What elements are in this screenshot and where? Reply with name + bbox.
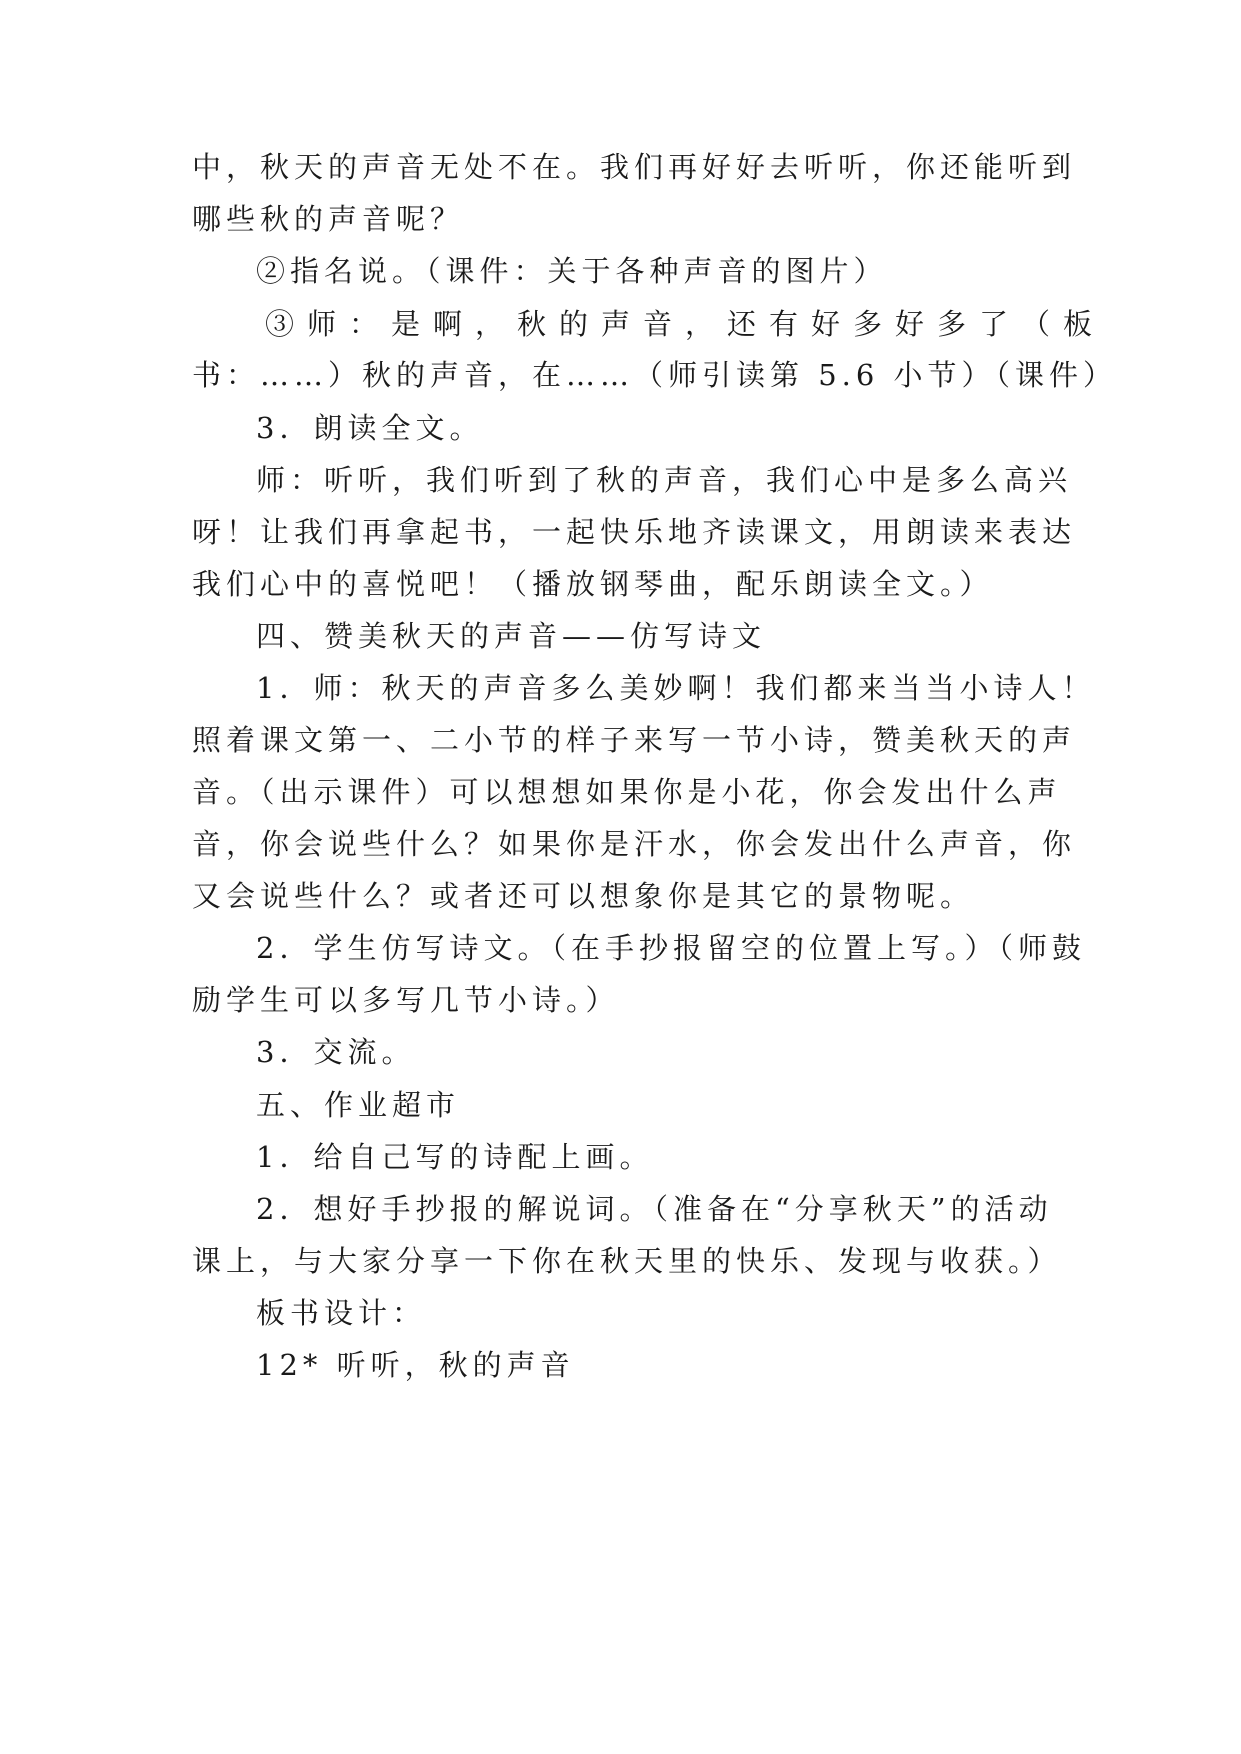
text-line: 我们心中的喜悦吧！（播放钢琴曲，配乐朗读全文。） xyxy=(192,567,994,601)
text-line: 1．师：秋天的声音多么美妙啊！我们都来当当小诗人！ xyxy=(256,671,1096,705)
text-line: 2．学生仿写诗文。（在手抄报留空的位置上写。）（师鼓 xyxy=(256,931,1086,965)
text-line: ②指名说。（课件：关于各种声音的图片） xyxy=(256,254,888,288)
text-line: 哪些秋的声音呢？ xyxy=(192,202,465,236)
text-line: 又会说些什么？或者还可以想象你是其它的景物呢。 xyxy=(192,879,975,913)
board-title: 12* 听听，秋的声音 xyxy=(256,1348,575,1382)
text-line: 3．朗读全文。 xyxy=(256,411,484,445)
text-line: ③师：是啊，秋的声音，还有好多好多了（板 xyxy=(265,307,1106,341)
text-line: 师：听听，我们听到了秋的声音，我们心中是多么高兴 xyxy=(256,463,1073,497)
section-heading: 五、作业超市 xyxy=(256,1088,461,1122)
text-line: 2．想好手抄报的解说词。（准备在“分享秋天”的活动 xyxy=(256,1192,1053,1226)
text-line: 书：……）秋的声音，在……（师引读第 5.6 小节）（课件） xyxy=(192,358,1118,392)
text-line: 励学生可以多写几节小诗。） xyxy=(192,983,620,1017)
text-line: 板书设计： xyxy=(256,1296,427,1330)
text-line: 课上，与大家分享一下你在秋天里的快乐、发现与收获。） xyxy=(192,1244,1062,1278)
text-line: 中，秋天的声音无处不在。我们再好好去听听，你还能听到 xyxy=(192,150,1077,184)
text-line: 音，你会说些什么？如果你是汗水，你会发出什么声音，你 xyxy=(192,827,1077,861)
section-heading: 四、赞美秋天的声音——仿写诗文 xyxy=(256,619,767,653)
text-line: 照着课文第一、二小节的样子来写一节小诗，赞美秋天的声 xyxy=(192,723,1077,757)
text-line: 呀！让我们再拿起书，一起快乐地齐读课文，用朗读来表达 xyxy=(192,515,1077,549)
text-line: 音。（出示课件）可以想想如果你是小花，你会发出什么声 xyxy=(192,775,1062,809)
text-line: 1．给自己写的诗配上画。 xyxy=(256,1140,654,1174)
text-line: 3．交流。 xyxy=(256,1035,416,1069)
